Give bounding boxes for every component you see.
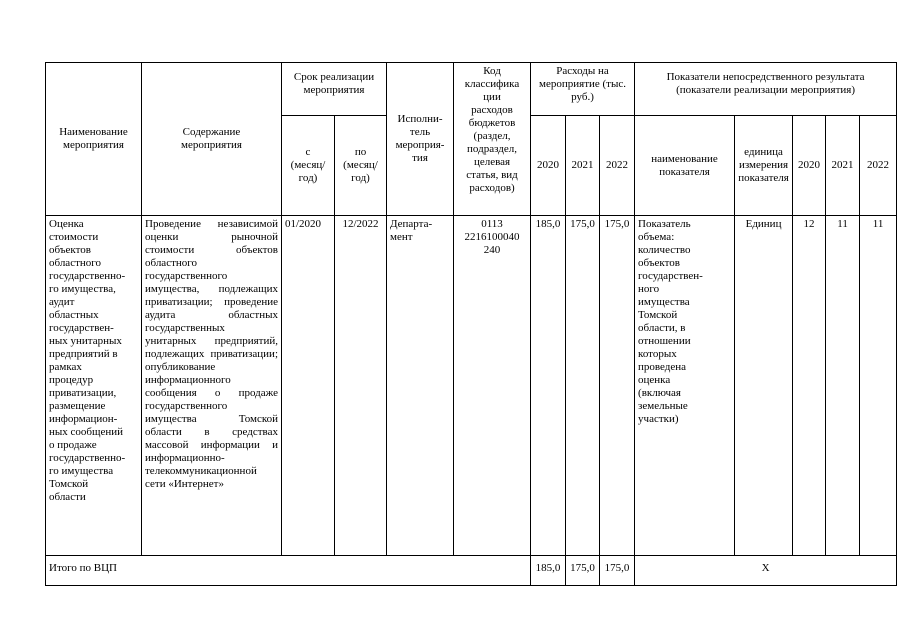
header-indicator-name: наименование показателя bbox=[635, 116, 735, 216]
header-classification: Код классифика ции расходов бюджетов (раздел, подраздел, целевая статья, вид расходов) bbox=[454, 63, 531, 216]
header-term-from: с (месяц/ год) bbox=[282, 116, 335, 216]
header-ind-year: 2021 bbox=[826, 116, 860, 216]
total-expense: 185,0 bbox=[531, 556, 566, 586]
header-content: Содержание мероприятия bbox=[142, 63, 282, 216]
row-expense: 175,0 bbox=[566, 216, 600, 556]
header-name: Наименование мероприятия bbox=[46, 63, 142, 216]
row-name: Оценка стоимости объектов областного государственно- го имущества, аудит областных государствен- ных унитарных предприятий в рамках процедур приватизации, размещение информацион- ных сообщений о продаже государственно- го имущества Томской области bbox=[46, 216, 142, 556]
row-classification: 0113 2216100040 240 bbox=[454, 216, 531, 556]
total-row bbox=[46, 556, 897, 586]
header-executor: Исполни- тель мероприя- тия bbox=[387, 63, 454, 216]
header-term-group: Срок реализации мероприятия bbox=[282, 63, 387, 116]
header-expenses-group: Расходы на мероприятие (тыс. руб.) bbox=[531, 63, 635, 116]
header-exp-year: 2022 bbox=[600, 116, 635, 216]
row-expense: 185,0 bbox=[531, 216, 566, 556]
row-value: 11 bbox=[860, 216, 897, 556]
header-term-to: по (месяц/ год) bbox=[335, 116, 387, 216]
header-ind-year: 2022 bbox=[860, 116, 897, 216]
row-indicator: Показатель объема: количество объектов государствен- ного имущества Томской области, в отношении которых проведена оценка (включая земельные участки) bbox=[635, 216, 735, 556]
row-term-to: 12/2022 bbox=[335, 216, 387, 556]
header-indicator-unit: единица измерения показателя bbox=[735, 116, 793, 216]
total-expense: 175,0 bbox=[566, 556, 600, 586]
total-label: Итого по ВЦП bbox=[46, 556, 531, 586]
row-value: 12 bbox=[793, 216, 826, 556]
header-exp-year: 2020 bbox=[531, 116, 566, 216]
total-mark: X bbox=[635, 556, 897, 586]
program-table bbox=[45, 62, 897, 586]
row-unit: Единиц bbox=[735, 216, 793, 556]
header-exp-year: 2021 bbox=[566, 116, 600, 216]
header-ind-year: 2020 bbox=[793, 116, 826, 216]
row-executor: Департа- мент bbox=[387, 216, 454, 556]
row-expense: 175,0 bbox=[600, 216, 635, 556]
table-row bbox=[46, 216, 897, 556]
row-term-from: 01/2020 bbox=[282, 216, 335, 556]
row-content: Проведение независимой оценки рыночной стоимости объектов областного государственного имущества, подлежащих приватизации; проведение аудита областных государственных унитарных предприятий, подлежащих приватизации; опубликование информационного сообщения о продаже государственного имущества Томской области в средствах массовой информации и информационно-телекоммуникационной сети «Интернет» bbox=[142, 216, 282, 556]
header-indicators-group: Показатели непосредственного результата (показатели реализации мероприятия) bbox=[635, 63, 897, 116]
total-expense: 175,0 bbox=[600, 556, 635, 586]
row-value: 11 bbox=[826, 216, 860, 556]
